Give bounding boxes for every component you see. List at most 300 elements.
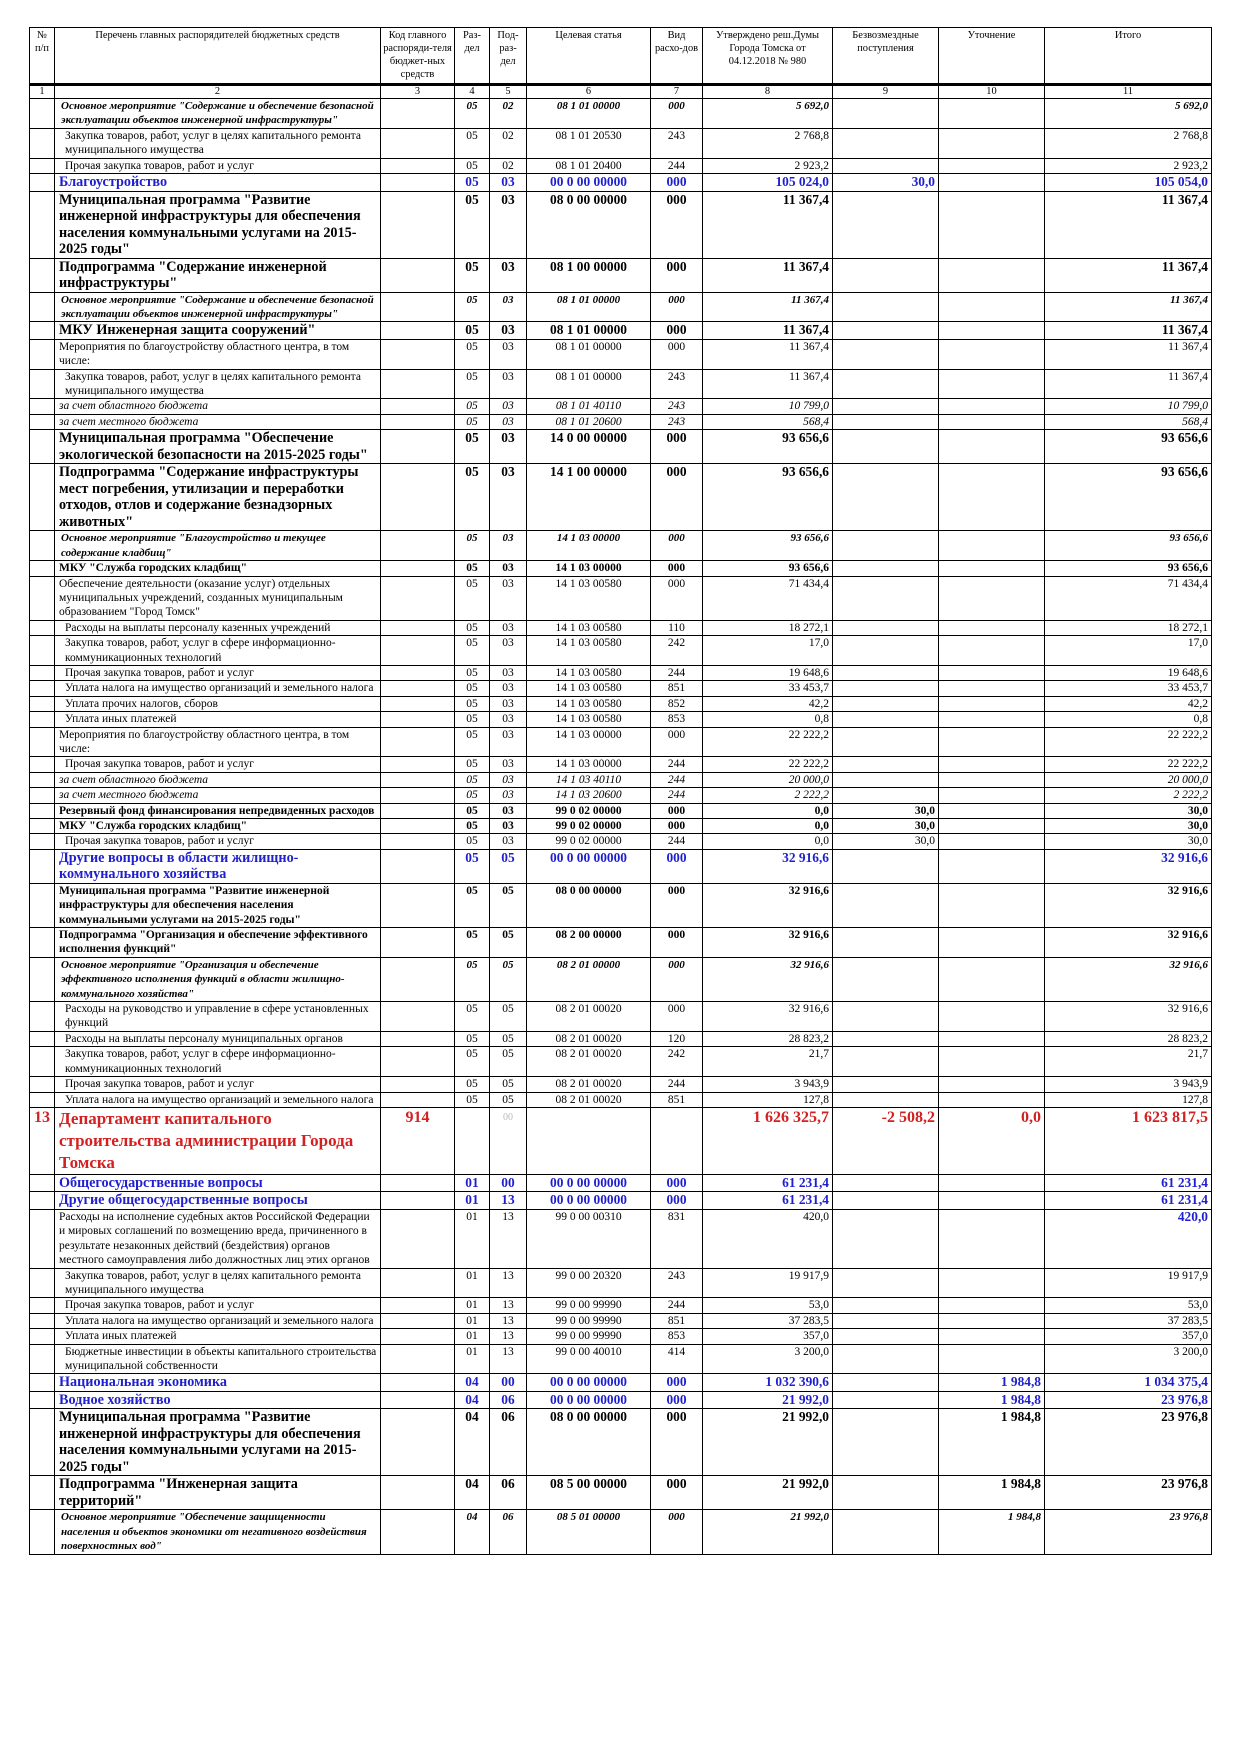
row-free-receipts — [833, 1391, 939, 1409]
row-free-receipts — [833, 430, 939, 464]
row-free-receipts — [833, 1409, 939, 1476]
table-row — [30, 1268, 1212, 1298]
row-target-article: 08 2 01 00020 — [527, 1002, 651, 1032]
row-razdel: 05 — [455, 957, 490, 1001]
table-row — [30, 1107, 1212, 1174]
row-razdel: 05 — [455, 322, 490, 340]
row-podrazdel: 03 — [490, 191, 527, 258]
row-clarification — [939, 369, 1045, 399]
row-razdel: 05 — [455, 696, 490, 711]
row-expense-type: 120 — [651, 1031, 703, 1046]
row-code — [381, 772, 455, 787]
column-numbers-row — [30, 85, 1212, 99]
row-podrazdel: 05 — [490, 849, 527, 883]
row-razdel: 05 — [455, 576, 490, 620]
row-free-receipts — [833, 883, 939, 927]
row-podrazdel: 13 — [490, 1209, 527, 1268]
row-number — [30, 957, 55, 1001]
row-podrazdel: 05 — [490, 957, 527, 1001]
row-name: Расходы на выплаты персоналу казенных учреждений — [55, 620, 381, 635]
row-podrazdel: 02 — [490, 158, 527, 173]
row-code — [381, 620, 455, 635]
row-number — [30, 788, 55, 803]
row-target-article: 08 1 01 00000 — [527, 99, 651, 129]
row-clarification — [939, 665, 1045, 680]
row-number — [30, 1298, 55, 1313]
row-razdel: 05 — [455, 99, 490, 129]
row-free-receipts — [833, 1298, 939, 1313]
row-total: 37 283,5 — [1045, 1313, 1212, 1328]
row-expense-type: 851 — [651, 681, 703, 696]
row-podrazdel: 03 — [490, 636, 527, 666]
row-approved: 420,0 — [703, 1209, 833, 1268]
row-clarification — [939, 339, 1045, 369]
header-name: Перечень главных распорядителей бюджетных средств — [55, 28, 381, 85]
row-approved: 1 626 325,7 — [703, 1107, 833, 1174]
row-target-article: 08 1 00 00000 — [527, 258, 651, 292]
row-expense-type: 243 — [651, 369, 703, 399]
row-expense-type: 000 — [651, 339, 703, 369]
row-razdel: 05 — [455, 819, 490, 834]
row-free-receipts — [833, 1174, 939, 1192]
row-free-receipts — [833, 1374, 939, 1392]
table-row — [30, 464, 1212, 531]
row-expense-type: 000 — [651, 292, 703, 322]
table-row — [30, 772, 1212, 787]
row-free-receipts — [833, 158, 939, 173]
row-free-receipts — [833, 191, 939, 258]
row-code — [381, 99, 455, 129]
row-razdel: 05 — [455, 1077, 490, 1092]
row-podrazdel: 05 — [490, 928, 527, 958]
row-approved: 10 799,0 — [703, 399, 833, 414]
row-podrazdel: 03 — [490, 292, 527, 322]
row-total: 93 656,6 — [1045, 430, 1212, 464]
row-podrazdel: 03 — [490, 576, 527, 620]
row-name: Национальная экономика — [55, 1374, 381, 1392]
header-code: Код главного распоряди-теля бюджет-ных средств — [381, 28, 455, 85]
row-total: 357,0 — [1045, 1329, 1212, 1344]
row-clarification — [939, 757, 1045, 772]
row-name: Основное мероприятие "Обеспечение защищенности населения и объектов экономики от негативного воздействия поверхностных вод" — [55, 1510, 381, 1554]
column-number: 10 — [939, 85, 1045, 99]
row-name: Закупка товаров, работ, услуг в целях капитального ремонта муниципального имущества — [55, 1268, 381, 1298]
row-total: 32 916,6 — [1045, 957, 1212, 1001]
row-number — [30, 1409, 55, 1476]
table-row — [30, 849, 1212, 883]
row-podrazdel: 03 — [490, 696, 527, 711]
row-clarification — [939, 399, 1045, 414]
column-number: 6 — [527, 85, 651, 99]
row-podrazdel: 00 — [490, 1374, 527, 1392]
row-total: 420,0 — [1045, 1209, 1212, 1268]
row-expense-type: 000 — [651, 1374, 703, 1392]
row-name: Благоустройство — [55, 174, 381, 192]
row-razdel: 05 — [455, 128, 490, 158]
row-approved: 32 916,6 — [703, 1002, 833, 1032]
row-expense-type: 853 — [651, 712, 703, 727]
row-total: 5 692,0 — [1045, 99, 1212, 129]
row-podrazdel: 03 — [490, 174, 527, 192]
row-target-article: 14 1 03 00580 — [527, 712, 651, 727]
row-total: 23 976,8 — [1045, 1409, 1212, 1476]
table-row — [30, 957, 1212, 1001]
row-name: Резервный фонд финансирования непредвиденных расходов — [55, 803, 381, 818]
row-target-article: 00 0 00 00000 — [527, 849, 651, 883]
row-total: 23 976,8 — [1045, 1476, 1212, 1510]
row-number — [30, 681, 55, 696]
row-code — [381, 1268, 455, 1298]
row-free-receipts — [833, 1092, 939, 1107]
row-razdel: 05 — [455, 712, 490, 727]
row-number — [30, 399, 55, 414]
row-total: 17,0 — [1045, 636, 1212, 666]
row-podrazdel: 03 — [490, 531, 527, 561]
row-target-article: 08 0 00 00000 — [527, 1409, 651, 1476]
row-total: 19 648,6 — [1045, 665, 1212, 680]
row-code — [381, 1174, 455, 1192]
row-expense-type: 243 — [651, 128, 703, 158]
table-row — [30, 696, 1212, 711]
row-podrazdel: 06 — [490, 1391, 527, 1409]
row-target-article: 14 1 03 00000 — [527, 531, 651, 561]
row-expense-type: 000 — [651, 191, 703, 258]
row-razdel: 05 — [455, 834, 490, 849]
row-code — [381, 1077, 455, 1092]
row-podrazdel: 03 — [490, 819, 527, 834]
row-free-receipts — [833, 1313, 939, 1328]
row-clarification: 1 984,8 — [939, 1409, 1045, 1476]
column-number: 4 — [455, 85, 490, 99]
row-code — [381, 414, 455, 429]
row-total: 1 034 375,4 — [1045, 1374, 1212, 1392]
row-podrazdel: 06 — [490, 1510, 527, 1554]
header-total: Итого — [1045, 28, 1212, 85]
row-code: 914 — [381, 1107, 455, 1174]
row-expense-type: 851 — [651, 1092, 703, 1107]
row-name: Подпрограмма "Содержание инфраструктуры мест погребения, утилизации и переработки отходов, отлов и содержание безнадзорных животных" — [55, 464, 381, 531]
row-approved: 32 916,6 — [703, 849, 833, 883]
row-code — [381, 531, 455, 561]
column-number: 3 — [381, 85, 455, 99]
row-free-receipts — [833, 1510, 939, 1554]
row-code — [381, 128, 455, 158]
row-approved: 11 367,4 — [703, 369, 833, 399]
row-code — [381, 665, 455, 680]
row-clarification — [939, 928, 1045, 958]
row-name: Уплата прочих налогов, сборов — [55, 696, 381, 711]
row-expense-type: 244 — [651, 772, 703, 787]
row-approved: 1 032 390,6 — [703, 1374, 833, 1392]
row-free-receipts — [833, 322, 939, 340]
row-clarification — [939, 696, 1045, 711]
row-name: МКУ "Служба городских кладбищ" — [55, 819, 381, 834]
row-approved: 53,0 — [703, 1298, 833, 1313]
row-name: Уплата иных платежей — [55, 1329, 381, 1344]
row-approved: 3 200,0 — [703, 1344, 833, 1374]
row-free-receipts — [833, 1268, 939, 1298]
row-clarification — [939, 772, 1045, 787]
row-free-receipts: 30,0 — [833, 834, 939, 849]
row-approved: 2 768,8 — [703, 128, 833, 158]
row-code — [381, 1409, 455, 1476]
row-total: 61 231,4 — [1045, 1192, 1212, 1210]
row-number — [30, 258, 55, 292]
row-expense-type: 244 — [651, 665, 703, 680]
table-row — [30, 1409, 1212, 1476]
row-total: 32 916,6 — [1045, 1002, 1212, 1032]
row-razdel: 05 — [455, 928, 490, 958]
row-number — [30, 576, 55, 620]
row-number — [30, 561, 55, 576]
row-free-receipts — [833, 1344, 939, 1374]
row-number — [30, 1344, 55, 1374]
row-clarification — [939, 957, 1045, 1001]
row-razdel: 05 — [455, 430, 490, 464]
table-row — [30, 1510, 1212, 1554]
row-razdel: 05 — [455, 464, 490, 531]
row-razdel: 01 — [455, 1298, 490, 1313]
row-name: Прочая закупка товаров, работ и услуг — [55, 1298, 381, 1313]
header-free-receipts: Безвозмездные поступления — [833, 28, 939, 85]
row-approved: 0,8 — [703, 712, 833, 727]
row-clarification — [939, 1313, 1045, 1328]
row-clarification — [939, 128, 1045, 158]
row-podrazdel: 06 — [490, 1476, 527, 1510]
row-podrazdel: 03 — [490, 322, 527, 340]
row-name: Основное мероприятие "Содержание и обеспечение безопасной эксплуатации объектов инженерной инфраструктуры" — [55, 292, 381, 322]
row-total: 11 367,4 — [1045, 191, 1212, 258]
row-total: 2 768,8 — [1045, 128, 1212, 158]
row-clarification — [939, 1092, 1045, 1107]
table-row — [30, 399, 1212, 414]
row-number — [30, 696, 55, 711]
row-number — [30, 620, 55, 635]
row-total: 28 823,2 — [1045, 1031, 1212, 1046]
row-name: за счет областного бюджета — [55, 399, 381, 414]
row-code — [381, 258, 455, 292]
row-number — [30, 849, 55, 883]
row-podrazdel: 03 — [490, 757, 527, 772]
row-clarification — [939, 464, 1045, 531]
row-razdel: 05 — [455, 849, 490, 883]
row-code — [381, 576, 455, 620]
row-podrazdel: 03 — [490, 258, 527, 292]
row-target-article: 99 0 02 00000 — [527, 834, 651, 849]
table-row — [30, 620, 1212, 635]
row-razdel: 01 — [455, 1192, 490, 1210]
row-expense-type: 000 — [651, 1409, 703, 1476]
row-free-receipts — [833, 258, 939, 292]
row-approved: 22 222,2 — [703, 757, 833, 772]
row-number — [30, 128, 55, 158]
row-free-receipts — [833, 757, 939, 772]
row-target-article: 99 0 00 20320 — [527, 1268, 651, 1298]
row-code — [381, 1374, 455, 1392]
row-code — [381, 1510, 455, 1554]
row-name: за счет местного бюджета — [55, 788, 381, 803]
row-total: 93 656,6 — [1045, 464, 1212, 531]
row-free-receipts: 30,0 — [833, 174, 939, 192]
row-target-article: 99 0 00 40010 — [527, 1344, 651, 1374]
row-expense-type: 000 — [651, 99, 703, 129]
row-target-article: 08 0 00 00000 — [527, 191, 651, 258]
row-target-article: 14 1 03 20600 — [527, 788, 651, 803]
row-number — [30, 1174, 55, 1192]
row-code — [381, 957, 455, 1001]
row-name: Прочая закупка товаров, работ и услуг — [55, 158, 381, 173]
row-number — [30, 712, 55, 727]
row-expense-type: 000 — [651, 430, 703, 464]
row-code — [381, 1192, 455, 1210]
row-name: Уплата налога на имущество организаций и земельного налога — [55, 1313, 381, 1328]
row-free-receipts — [833, 531, 939, 561]
row-code — [381, 369, 455, 399]
table-row — [30, 576, 1212, 620]
row-name: Мероприятия по благоустройству областного центра, в том числе: — [55, 727, 381, 757]
row-expense-type: 000 — [651, 1002, 703, 1032]
row-total: 11 367,4 — [1045, 292, 1212, 322]
table-row — [30, 928, 1212, 958]
row-clarification — [939, 576, 1045, 620]
row-target-article: 08 1 01 20530 — [527, 128, 651, 158]
row-podrazdel: 13 — [490, 1313, 527, 1328]
row-approved: 0,0 — [703, 803, 833, 818]
row-total: 32 916,6 — [1045, 928, 1212, 958]
row-clarification — [939, 292, 1045, 322]
row-approved: 11 367,4 — [703, 191, 833, 258]
row-razdel — [455, 1107, 490, 1174]
row-razdel: 05 — [455, 339, 490, 369]
row-code — [381, 399, 455, 414]
row-approved: 5 692,0 — [703, 99, 833, 129]
row-target-article: 08 2 01 00000 — [527, 957, 651, 1001]
table-row — [30, 322, 1212, 340]
row-free-receipts — [833, 665, 939, 680]
row-free-receipts — [833, 369, 939, 399]
row-approved: 32 916,6 — [703, 957, 833, 1001]
row-target-article: 08 1 01 00000 — [527, 322, 651, 340]
row-razdel: 05 — [455, 531, 490, 561]
table-row — [30, 369, 1212, 399]
row-target-article: 14 1 03 00000 — [527, 561, 651, 576]
row-razdel: 05 — [455, 158, 490, 173]
row-number — [30, 834, 55, 849]
table-row — [30, 561, 1212, 576]
row-podrazdel: 02 — [490, 99, 527, 129]
row-code — [381, 681, 455, 696]
row-free-receipts — [833, 464, 939, 531]
row-podrazdel: 02 — [490, 128, 527, 158]
row-number — [30, 464, 55, 531]
row-number — [30, 1047, 55, 1077]
row-number — [30, 757, 55, 772]
row-expense-type: 244 — [651, 158, 703, 173]
row-code — [381, 174, 455, 192]
row-number — [30, 928, 55, 958]
row-razdel: 01 — [455, 1344, 490, 1374]
row-target-article: 14 1 03 00580 — [527, 696, 651, 711]
table-row — [30, 258, 1212, 292]
row-total: 32 916,6 — [1045, 849, 1212, 883]
row-clarification — [939, 174, 1045, 192]
row-free-receipts — [833, 339, 939, 369]
row-approved: 37 283,5 — [703, 1313, 833, 1328]
row-approved: 21 992,0 — [703, 1409, 833, 1476]
table-body — [30, 99, 1212, 1555]
row-razdel: 01 — [455, 1329, 490, 1344]
row-approved: 93 656,6 — [703, 464, 833, 531]
table-row — [30, 803, 1212, 818]
row-clarification — [939, 681, 1045, 696]
row-total: 10 799,0 — [1045, 399, 1212, 414]
row-approved: 20 000,0 — [703, 772, 833, 787]
row-code — [381, 292, 455, 322]
row-clarification — [939, 636, 1045, 666]
row-approved: 32 916,6 — [703, 883, 833, 927]
row-razdel: 05 — [455, 803, 490, 818]
row-number — [30, 1476, 55, 1510]
row-name: Основное мероприятие "Содержание и обеспечение безопасной эксплуатации объектов инженерной инфраструктуры" — [55, 99, 381, 129]
row-code — [381, 191, 455, 258]
row-number — [30, 1031, 55, 1046]
row-approved: 21 992,0 — [703, 1510, 833, 1554]
row-number — [30, 339, 55, 369]
header-no: № п/п — [30, 28, 55, 85]
row-clarification — [939, 1298, 1045, 1313]
row-total: 19 917,9 — [1045, 1268, 1212, 1298]
row-name: Муниципальная программа "Развитие инженерной инфраструктуры для обеспечения населения коммунальными услугами на 2015-2025 годы" — [55, 883, 381, 927]
row-name: Муниципальная программа "Развитие инженерной инфраструктуры для обеспечения населения коммунальными услугами на 2015-2025 годы" — [55, 1409, 381, 1476]
row-number — [30, 191, 55, 258]
row-expense-type: 852 — [651, 696, 703, 711]
column-number: 5 — [490, 85, 527, 99]
row-approved: 357,0 — [703, 1329, 833, 1344]
row-target-article: 00 0 00 00000 — [527, 1391, 651, 1409]
row-target-article: 14 1 03 00000 — [527, 727, 651, 757]
row-number: 13 — [30, 1107, 55, 1174]
row-clarification: 0,0 — [939, 1107, 1045, 1174]
row-razdel: 05 — [455, 1031, 490, 1046]
row-name: Другие вопросы в области жилищно-коммунального хозяйства — [55, 849, 381, 883]
row-expense-type: 244 — [651, 834, 703, 849]
row-name: МКУ "Служба городских кладбищ" — [55, 561, 381, 576]
row-razdel: 04 — [455, 1374, 490, 1392]
row-number — [30, 803, 55, 818]
row-approved: 93 656,6 — [703, 531, 833, 561]
row-free-receipts — [833, 576, 939, 620]
row-code — [381, 819, 455, 834]
row-podrazdel: 00 — [490, 1107, 527, 1174]
row-razdel: 05 — [455, 788, 490, 803]
row-podrazdel: 03 — [490, 430, 527, 464]
row-number — [30, 1077, 55, 1092]
row-number — [30, 369, 55, 399]
row-approved: 61 231,4 — [703, 1192, 833, 1210]
row-target-article: 08 2 01 00020 — [527, 1077, 651, 1092]
row-approved: 568,4 — [703, 414, 833, 429]
row-code — [381, 1344, 455, 1374]
row-number — [30, 1209, 55, 1268]
row-name: Уплата налога на имущество организаций и земельного налога — [55, 1092, 381, 1107]
row-approved: 93 656,6 — [703, 430, 833, 464]
row-name: Прочая закупка товаров, работ и услуг — [55, 757, 381, 772]
row-code — [381, 849, 455, 883]
row-number — [30, 1268, 55, 1298]
row-target-article: 00 0 00 00000 — [527, 1192, 651, 1210]
row-total: 20 000,0 — [1045, 772, 1212, 787]
row-free-receipts — [833, 788, 939, 803]
